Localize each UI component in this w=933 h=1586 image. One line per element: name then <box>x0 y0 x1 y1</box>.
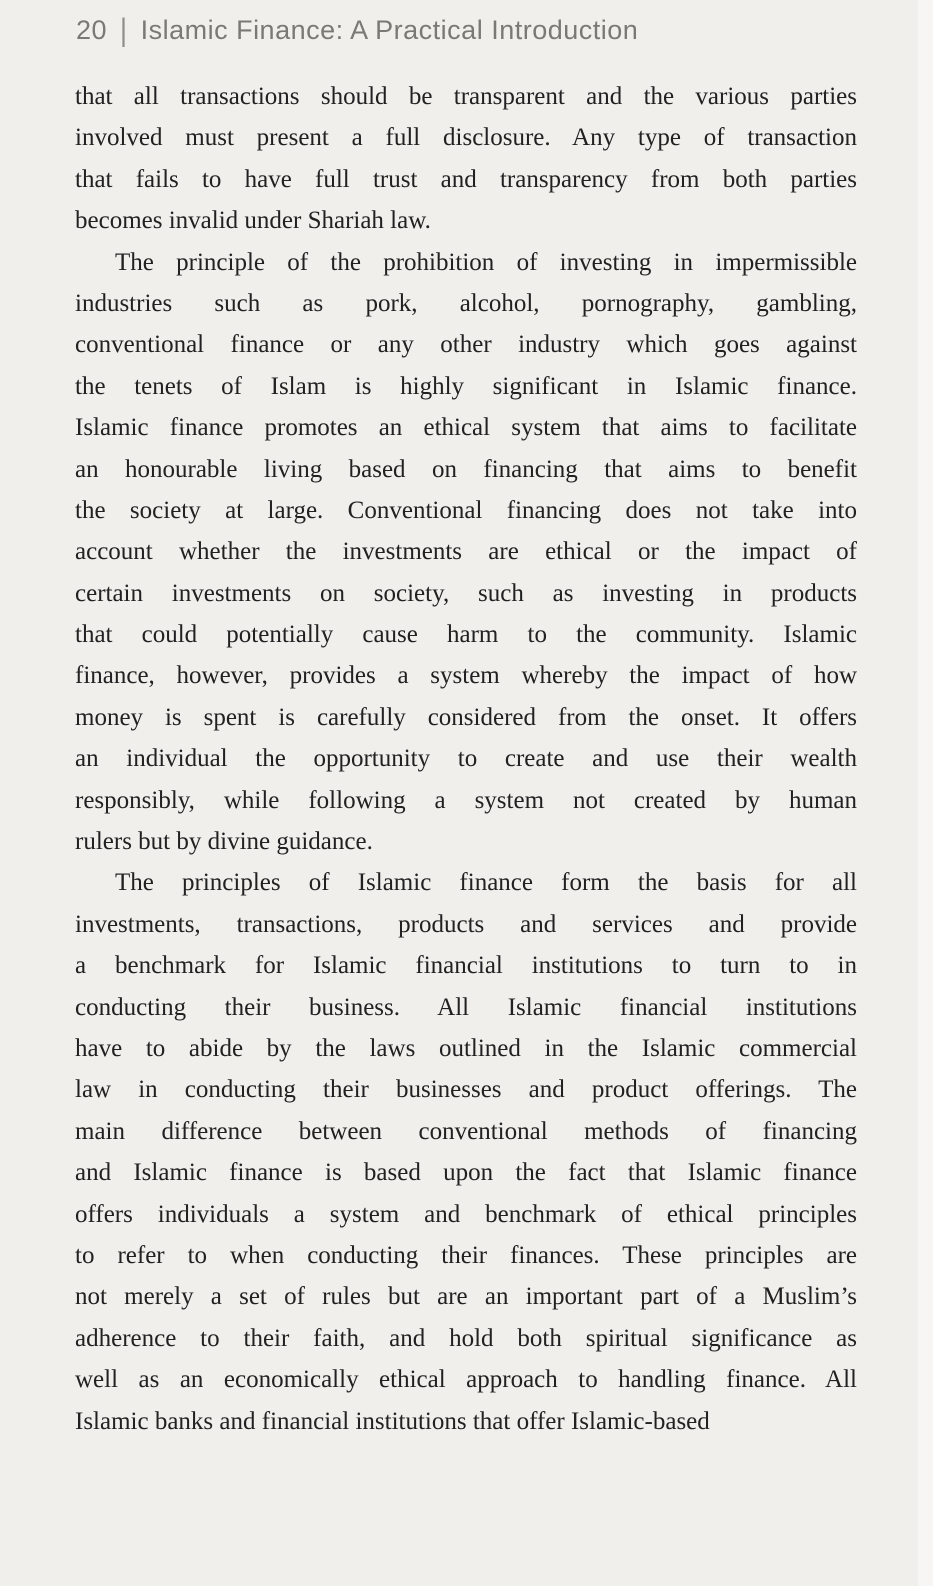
text-line: offers individuals a system and benchmark of ethical principles <box>75 1200 857 1228</box>
text-line: The principles of Islamic finance form the basis for all <box>115 869 857 897</box>
text-line: a benchmark for Islamic financial institutions to turn to in <box>75 952 857 980</box>
text-line: involved must present a full disclosure. Any type of transaction <box>75 124 857 152</box>
text-line: conventional finance or any other industry which goes against <box>75 331 857 359</box>
text-line: investments, transactions, products and services and provide <box>75 910 857 938</box>
page-number: 20 <box>76 15 108 45</box>
text-line: money is spent is carefully considered from the onset. It offers <box>75 703 857 731</box>
text-line: not merely a set of rules but are an important part of a Muslim’s <box>75 1283 857 1311</box>
text-line: account whether the investments are ethical or the impact of <box>75 538 857 566</box>
text-line: main difference between conventional methods of financing <box>75 1117 857 1145</box>
text-line: an individual the opportunity to create and use their wealth <box>75 745 857 773</box>
text-line: that could potentially cause harm to the community. Islamic <box>75 621 857 649</box>
header-separator: | <box>120 12 128 48</box>
text-line: to refer to when conducting their finances. These principles are <box>75 1241 857 1269</box>
text-line: law in conducting their businesses and product offerings. The <box>75 1076 857 1104</box>
text-line: industries such as pork, alcohol, pornography, gambling, <box>75 289 857 317</box>
paragraph <box>75 76 857 242</box>
page-body <box>75 76 857 1442</box>
text-line: and Islamic finance is based upon the fact that Islamic finance <box>75 1159 857 1187</box>
text-line: have to abide by the laws outlined in the Islamic commercial <box>75 1034 857 1062</box>
page-edge-highlight <box>918 0 933 1586</box>
text-line: Islamic finance promotes an ethical system that aims to facilitate <box>75 414 857 442</box>
text-line: The principle of the prohibition of investing in impermissible <box>115 248 857 276</box>
text-line: conducting their business. All Islamic financial institutions <box>75 993 857 1021</box>
text-line: that all transactions should be transparent and the various parties <box>75 83 857 110</box>
text-line: the tenets of Islam is highly significant in Islamic finance. <box>75 372 857 400</box>
text-line: the society at large. Conventional financing does not take into <box>75 496 857 524</box>
text-line: that fails to have full trust and transparency from both parties <box>75 165 857 193</box>
paragraph <box>75 242 857 863</box>
text-line: finance, however, provides a system whereby the impact of how <box>75 662 857 690</box>
text-line: responsibly, while following a system not created by human <box>75 786 857 814</box>
text-line: an honourable living based on financing that aims to benefit <box>75 455 857 483</box>
text-line: well as an economically ethical approach to handling finance. All <box>75 1366 857 1394</box>
paragraph <box>75 862 857 1441</box>
text-line: rulers but by divine guidance. <box>75 828 373 856</box>
text-line: adherence to their faith, and hold both spiritual significance as <box>75 1324 857 1352</box>
running-header <box>76 13 638 47</box>
text-line: becomes invalid under Shariah law. <box>75 207 431 235</box>
text-line: Islamic banks and financial institutions that offer Islamic-based <box>75 1407 710 1435</box>
text-line: certain investments on society, such as investing in products <box>75 579 857 607</box>
book-title: Islamic Finance: A Practical Introduction <box>140 15 639 45</box>
